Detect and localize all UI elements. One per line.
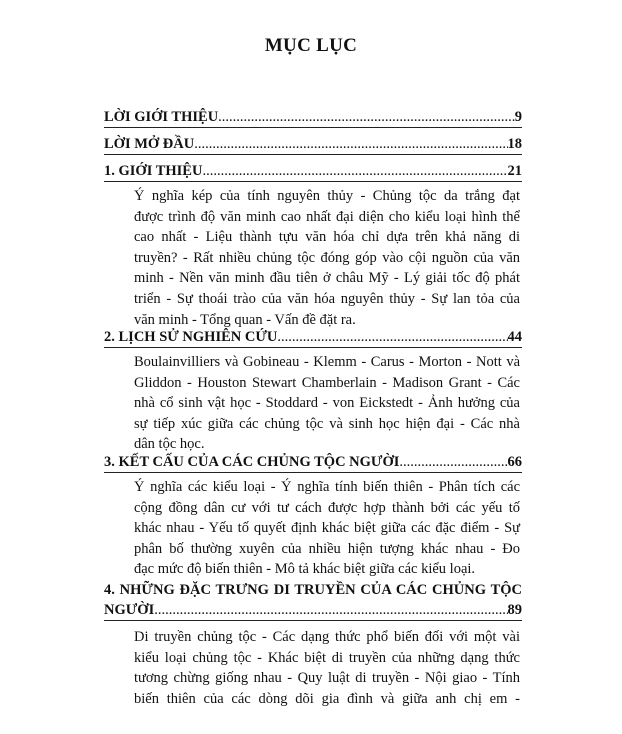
toc-entry-chapter-2[interactable] — [104, 327, 522, 348]
description-line: truyền? - Rất nhiều chủng tộc đóng góp vào cội nguồn của văn — [134, 249, 520, 266]
toc-entry-loi-gioi-thieu[interactable] — [104, 107, 522, 128]
toc-entry-page: 9 — [514, 109, 522, 125]
dot-leader — [154, 600, 507, 620]
dot-leader — [194, 134, 507, 154]
dot-leader — [218, 107, 515, 127]
toc-entry-label: LỜI MỞ ĐẦU — [104, 136, 195, 152]
description-line: dân tộc học. — [134, 436, 205, 453]
toc-entry-page: 21 — [507, 163, 522, 179]
description-line: biến thiên của các dòng dõi gia đình và giữa anh chị em - — [134, 690, 520, 707]
toc-entry-label: LỜI GIỚI THIỆU — [104, 109, 219, 125]
chapter-1-description — [134, 186, 520, 330]
toc-entry-page: 89 — [507, 602, 522, 618]
toc-entry-label-line2: NGƯỜI — [104, 602, 155, 618]
description-line: phân bố thường xuyên của nhiều hiện tượng khác nhau - Đo — [134, 540, 520, 557]
toc-entry-label: 3. KẾT CẤU CỦA CÁC CHỦNG TỘC NGƯỜI — [104, 454, 400, 470]
toc-entry-loi-mo-dau[interactable] — [104, 134, 522, 155]
toc-entry-chapter-3[interactable] — [104, 452, 522, 473]
page-title: MỤC LỤC — [264, 35, 358, 56]
description-line: Ý nghĩa kép của tính nguyên thủy - Chủng tộc da trắng đạt — [134, 188, 520, 204]
dot-leader — [399, 452, 507, 472]
description-line: minh - Nền văn minh đầu tiên ở châu Mỹ - Lý giải tốc độ phát — [134, 270, 520, 287]
toc-entry-page: 66 — [507, 454, 522, 470]
description-line: văn minh - Tổng quan - Vấn đề đặt ra. — [134, 311, 356, 328]
description-line: được trình độ văn minh cao nhất đại diện cho kiểu loại hình thể — [134, 208, 520, 225]
description-line: Ý nghĩa các kiểu loại - Ý nghĩa tính biến thiên - Phân tích các — [134, 479, 520, 495]
description-line: cộng đồng dân cư với tư cách được hợp thành bởi các yếu tố — [134, 499, 520, 516]
description-line: sự tiếp xúc giữa các chủng tộc và sinh học hiện đại - Các nhà — [134, 415, 520, 432]
dot-leader — [277, 327, 507, 347]
description-line: Di truyền chủng tộc - Các dạng thức phổ biến đối với một vài — [134, 629, 520, 645]
toc-entry-chapter-4[interactable] — [104, 580, 522, 621]
toc-entry-label: 2. LỊCH SỬ NGHIÊN CỨU — [104, 329, 278, 345]
description-line: khác nhau - Yếu tố quyết định khác biệt giữa các đặc điểm - Sự — [134, 520, 520, 537]
dot-leader — [202, 161, 507, 181]
toc-entry-label-continuation — [104, 600, 522, 620]
description-line: đạc mức độ biến thiên - Mô tả khác biệt giữa các kiểu loại. — [134, 561, 476, 578]
description-line: triển - Sự thoái trào của văn hóa nguyên thủy - Sự lan tỏa của — [134, 290, 520, 307]
description-line: cao nhất - Liệu thành tựu văn hóa chỉ dựa trên khả năng di — [134, 229, 520, 246]
description-line: kiểu loại chủng tộc - Khác biệt di truyền của những dạng thức — [134, 649, 520, 666]
description-line: nhà cổ sinh vật học - Stoddard - von Eickstedt - Ảnh hưởng của — [134, 395, 520, 412]
toc-entry-page: 44 — [507, 329, 522, 345]
toc-entry-label: 4. NHỮNG ĐẶC TRƯNG DI TRUYỀN CỦA CÁC CHỦNG TỘC — [104, 582, 522, 598]
description-line: Gliddon - Houston Stewart Chamberlain - Madison Grant - Các — [134, 374, 520, 391]
toc-entry-label: 1. GIỚI THIỆU — [104, 163, 203, 179]
toc-entry-page: 18 — [507, 136, 522, 152]
chapter-3-description — [134, 477, 520, 580]
toc-entry-chapter-1[interactable] — [104, 161, 522, 182]
description-line: Boulainvilliers và Gobineau - Klemm - Carus - Morton - Nott và — [134, 354, 520, 370]
chapter-4-description — [134, 627, 520, 709]
chapter-2-description — [134, 352, 520, 455]
description-line: tương chừng giống nhau - Quy luật di truyền - Nội giao - Tính — [134, 670, 520, 687]
